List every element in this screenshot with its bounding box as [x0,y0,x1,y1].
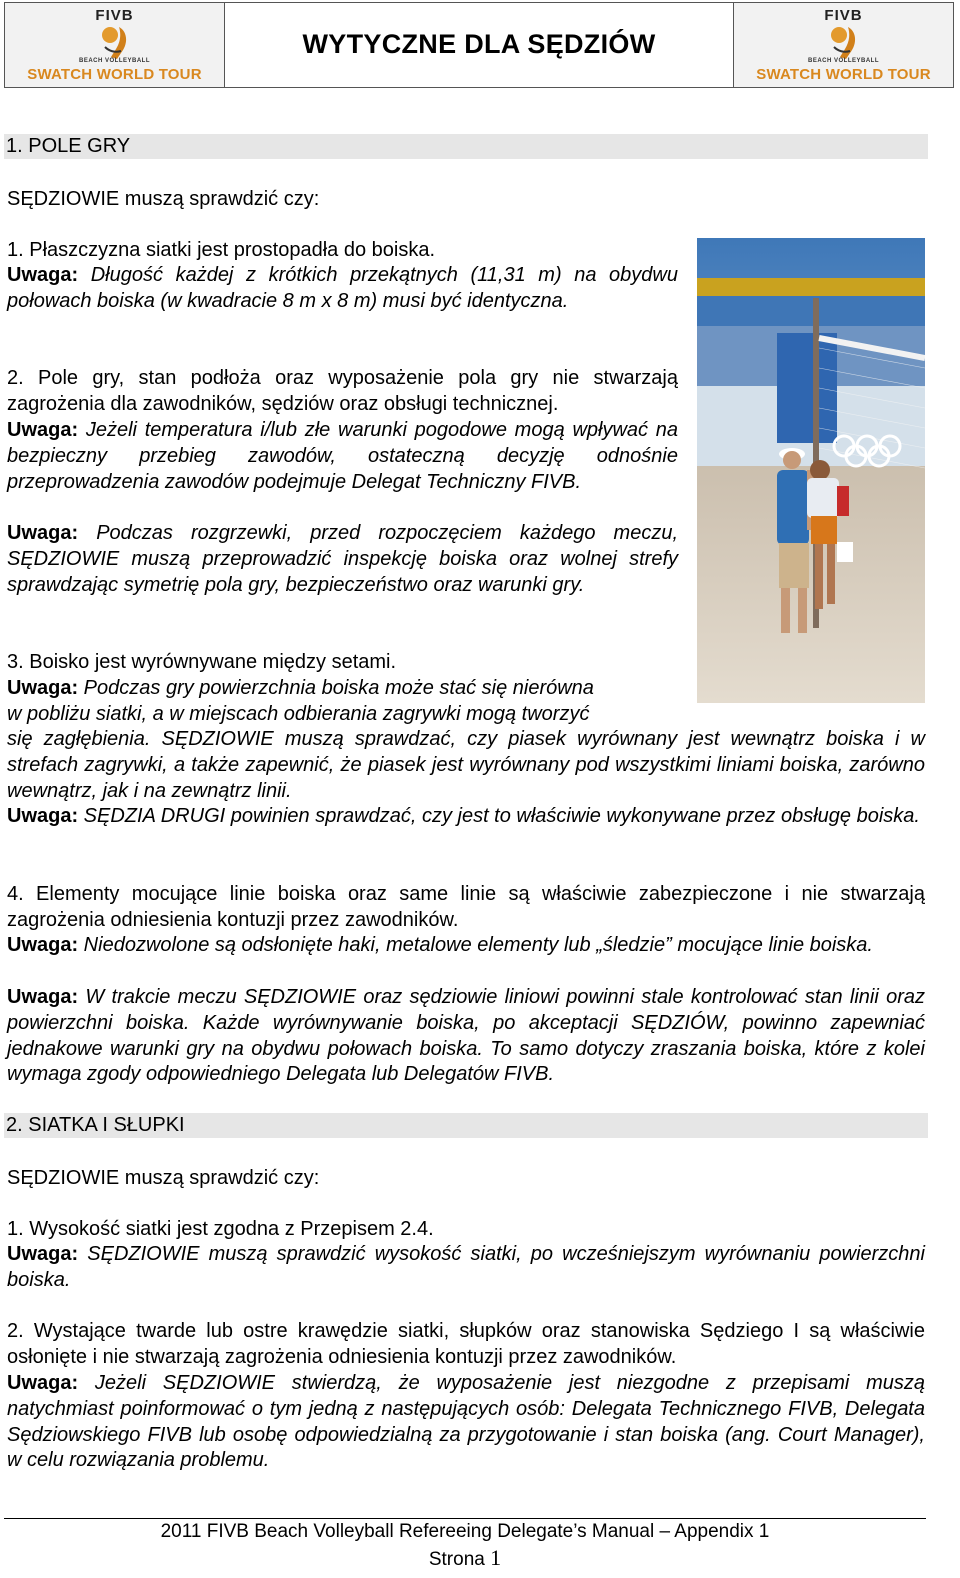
section1-note4-line2: w pobliżu siatki, a w miejscach odbierania zagrywki mogą tworzyć [7,703,590,725]
section1-note4-line1 [7,675,594,701]
volleyball-player-logo-icon [828,23,862,61]
logo-brand: FIVB [95,7,134,24]
note-text: W trakcie meczu SĘDZIOWIE oraz sędziowie liniowi powinni stale kontrolować stan linii oraz powierzchni boiska. Każde wyrównywanie boiska, po akceptacji SĘDZIÓW, powinno zapewniać jednakowe warunki gry na obydwu połowach boiska. To samo dotyczy zraszania boiska, które z kolei wymaga zgody odpowiedniego Delegata lub Delegatów FIVB. [7,986,925,1086]
section2-intro: SĘDZIOWIE muszą sprawdzić czy: [7,1167,320,1189]
note-label: Uwaga: [7,264,79,286]
section1-note3 [7,521,678,598]
footer-page-number [0,1545,930,1571]
footer-manual-title: 2011 FIVB Beach Volleyball Refereeing Delegate’s Manual – Appendix 1 [160,1521,770,1542]
section2-note1 [7,1242,925,1294]
fivb-logo-right [733,3,953,87]
note-text: SĘDZIOWIE muszą sprawdzić wysokość siatki, po wcześniejszym wyrównaniu powierzchni boiska. [7,1243,925,1291]
logo-subtitle: BEACH VOLLEYBALL [808,58,879,64]
logo-tour: SWATCH WORLD TOUR [756,66,931,83]
note-text: Podczas gry powierzchnia boiska może stać się nierówna [78,677,594,699]
page-label: Strona [428,1549,491,1570]
logo-brand: FIVB [824,7,863,24]
page-number: 1 [490,1545,502,1570]
note-text: Długość każdej z krótkich przekątnych (11,31 m) na obydwu połowach boiska (w kwadracie 8 m x 8 m) musi być identyczna. [7,264,678,312]
court-photo-illustration [697,238,925,703]
note-text: Podczas rozgrzewki, przed rozpoczęciem każdego meczu, SĘDZIOWIE muszą przeprowadzić inspekcję boiska oraz wolnej strefy sprawdzając symetrię pola gry, bezpieczeństwo oraz warunki gry. [7,522,678,596]
section1-note7 [7,985,925,1088]
section2-note2 [7,1371,925,1474]
logo-subtitle: BEACH VOLLEYBALL [79,58,150,64]
document-title: WYTYCZNE DLA SĘDZIÓW [302,29,656,59]
section2-item1: 1. Wysokość siatki jest zgodna z Przepisem 2.4. [7,1218,434,1240]
section2-item2: 2. Wystające twarde lub ostre krawędzie siatki, słupków oraz stanowiska Sędziego I są właściwie osłonięte i nie stwarzają zagrożenia odniesienia kontuzji przez zawodników. [7,1320,925,1368]
note-label: Uwaga: [7,522,79,544]
footer-divider [4,1518,926,1519]
note-label: Uwaga: [7,805,79,827]
note-label: Uwaga: [7,934,79,956]
note-label: Uwaga: [7,677,79,699]
note-label: Uwaga: [7,1243,79,1265]
section1-item2: 2. Pole gry, stan podłoża oraz wyposażenie pola gry nie stwarzają zagrożenia dla zawodników, sędziów oraz obsługi technicznej. [7,367,678,415]
volleyball-player-logo-icon [99,23,133,61]
section1-item4: 4. Elementy mocujące linie boiska oraz same linie są właściwie zabezpieczone i nie stwarzają zagrożenia odniesienia kontuzji przez zawodników. [7,883,925,931]
fivb-logo-left [5,3,225,87]
note-label: Uwaga: [7,1372,79,1394]
section1-note4-rest: się zagłębienia. SĘDZIOWIE muszą sprawdzać, czy piasek wyrównany jest wewnątrz boiska i w strefach zagrywki, a także zapewnić, że piasek jest wyrównany pod wszystkimi liniami boiska, zarówno wewnątrz, jak i na zewnątrz linii. [7,728,925,802]
section1-note2 [7,418,678,495]
note-label: Uwaga: [7,419,79,441]
beach-volleyball-court-photo [697,238,925,703]
note-text: Jeżeli temperatura i/lub złe warunki pogodowe mogą wpływać na bezpieczny przebieg zawodów, ostateczną decyzję odnośnie przeprowadzenia zawodów podejmuje Delegat Techniczny FIVB. [7,419,678,493]
section1-note1 [7,263,678,315]
note-text: Jeżeli SĘDZIOWIE stwierdzą, że wyposażenie jest niezgodne z przepisami muszą natychmiast poinformować o tym jedną z następujących osób: Delegata Technicznego FIVB, Delegata Sędziowskiego FIVB lub osobę odpowiedzialną za przygotowanie i stan boiska (ang. Court Manager), w celu rozwiązania problemu. [7,1372,925,1472]
note-label: Uwaga: [7,986,79,1008]
section-heading-siatka-i-slupki: 2. SIATKA I SŁUPKI [4,1113,928,1138]
section1-note5 [7,804,925,830]
section1-note6 [7,933,925,959]
section1-item3: 3. Boisko jest wyrównywane między setami. [7,651,397,673]
page-header [4,2,954,88]
section1-intro: SĘDZIOWIE muszą sprawdzić czy: [7,188,320,210]
note-text: SĘDZIA DRUGI powinien sprawdzać, czy jest to właściwie wykonywane przez obsługę boiska. [78,805,920,827]
section-heading-pole-gry: 1. POLE GRY [4,134,928,159]
logo-tour: SWATCH WORLD TOUR [27,66,202,83]
section1-item1: 1. Płaszczyzna siatki jest prostopadła do boiska. [7,239,435,261]
note-text: Niedozwolone są odsłonięte haki, metalowe elementy lub „śledzie” mocujące linie boiska. [78,934,873,956]
